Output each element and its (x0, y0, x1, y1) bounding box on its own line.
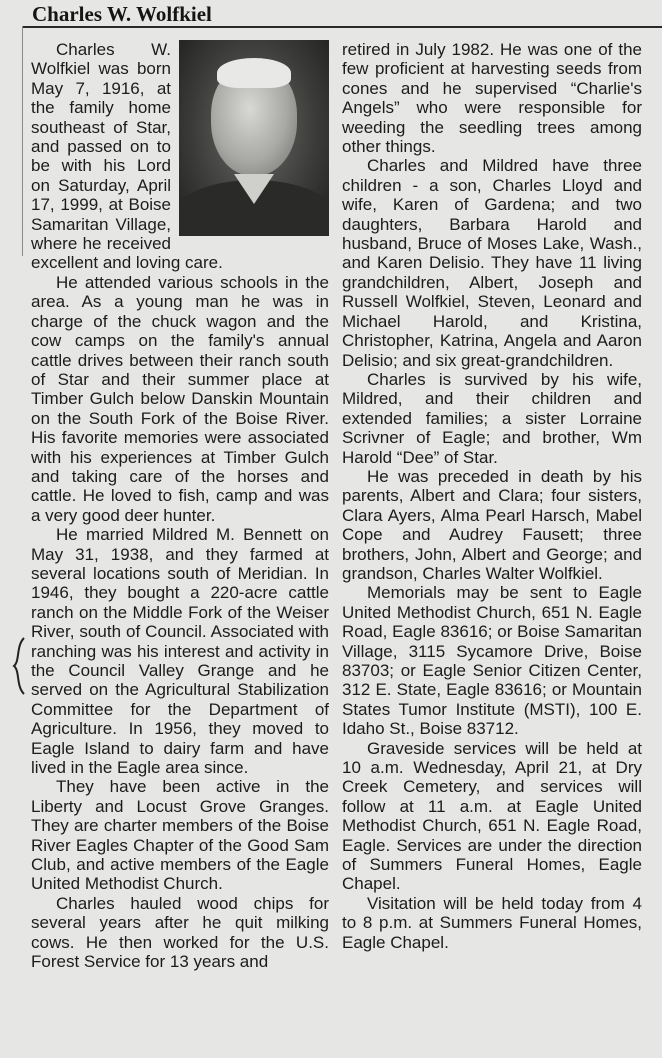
portrait-photo (179, 40, 329, 236)
paragraph-memorials: Memorials may be sent to Eagle United Methodist Church, 651 N. Eagle Road, Eagle 83616; or Boise Samaritan Village, 3115 Sycamore Drive, Boise 83703; or Eagle Senior Citizen Center, 312 E. State, Eagle 83616; or Mountain States Tumor Institute (MSTI), 100 E. Idaho St., Boise 83712. (342, 583, 642, 739)
paragraph-retirement: retired in July 1982. He was one of the few proficient at harvesting seeds from cones and he supervised “Charlie's Angels” who were responsible for weeding the seedling trees among other things. (342, 40, 642, 157)
paragraph-services: Graveside services will be held at 10 a.m. Wednesday, April 21, at Dry Creek Cemetery, and services will follow at 11 a.m. at Eagle United Methodist Church, 651 N. Eagle Road, Eagle. Services are under the direction of Summers Funeral Homes, Eagle Chapel. (342, 738, 642, 894)
paragraph-survived: Charles is survived by his wife, Mildred, and their children and extended families; a sister Lorraine Scrivner of Eagle; and brother, Wm Harold “Dee” of Star. (342, 369, 642, 467)
column-rule (22, 26, 23, 256)
paragraph-children: Charles and Mildred have three children - a son, Charles Lloyd and wife, Karen of Gardena; and two daughters, Barbara Harold and husband, Bruce of Moses Lake, Wash., and Karen Delisio. They have 11 living grandchildren, Albert, Joseph and Russell Wolfkiel, Steven, Leonard and Michael Harold, and Kristina, Christopher, Katrina, Angela and Aaron Delisio; and six great-grandchildren. (342, 156, 642, 370)
handwritten-bracket-mark (10, 636, 32, 696)
obituary-title: Charles W. Wolfkiel (32, 2, 212, 26)
paragraph-granges: They have been active in the Liberty and Locust Grove Granges. They are charter members of the Boise River Eagles Chapter of the Good Sam Club, and active members of the Eagle United Methodist Church. (31, 777, 329, 894)
paragraph-preceded: He was preceded in death by his parents, Albert and Clara; four sisters, Clara Ayers, Alma Pearl Harsch, Mabel Cope and Audrey Fausett; three brothers, John, Albert and George; and grandson, Charles Walter Wolfkiel. (342, 466, 642, 583)
paragraph-marriage: He married Mildred M. Bennett on May 31, 1938, and they farmed at several locations south of Meridian. In 1946, they bought a 220-acre cattle ranch on the Middle Fork of the Weiser River, south of Council. Associated with ranching was his interest and activity in the Council Valley Grange and he served on the Agricultural Stabilization Committee for the Department of Agriculture. In 1956, they moved to Eagle Island to dairy farm and have lived in the Eagle area since. (31, 525, 329, 778)
title-rule (22, 26, 662, 28)
paragraph-text: Charles W. Wolfkiel was born May 7, 1916, at the family home southeast of Star, and passed on to be with his Lord on Saturday, April 17, 1999, at Boise Samaritan Village, where he received excellent and loving care. (31, 40, 223, 273)
paragraph-visitation: Visitation will be held today from 4 to 8 p.m. at Summers Funeral Homes, Eagle Chapel. (342, 893, 642, 952)
column-left (31, 40, 329, 972)
paragraph-youth: He attended various schools in the area. As a young man he was in charge of the chuck wagon and the cow camps on the family's annual cattle drives between their ranch south of Star and their summer place at Timber Gulch below Danskin Mountain on the South Fork of the Boise River. His favorite memories were associated with his experiences at Timber Gulch and taking care of the horses and cattle. He loved to fish, camp and was a very good deer hunter. (31, 272, 329, 525)
paragraph-birth (31, 40, 329, 273)
column-right (342, 40, 642, 952)
paragraph-career: Charles hauled wood chips for several years after he quit milking cows. He then worked for the U.S. Forest Service for 13 years and (31, 893, 329, 972)
